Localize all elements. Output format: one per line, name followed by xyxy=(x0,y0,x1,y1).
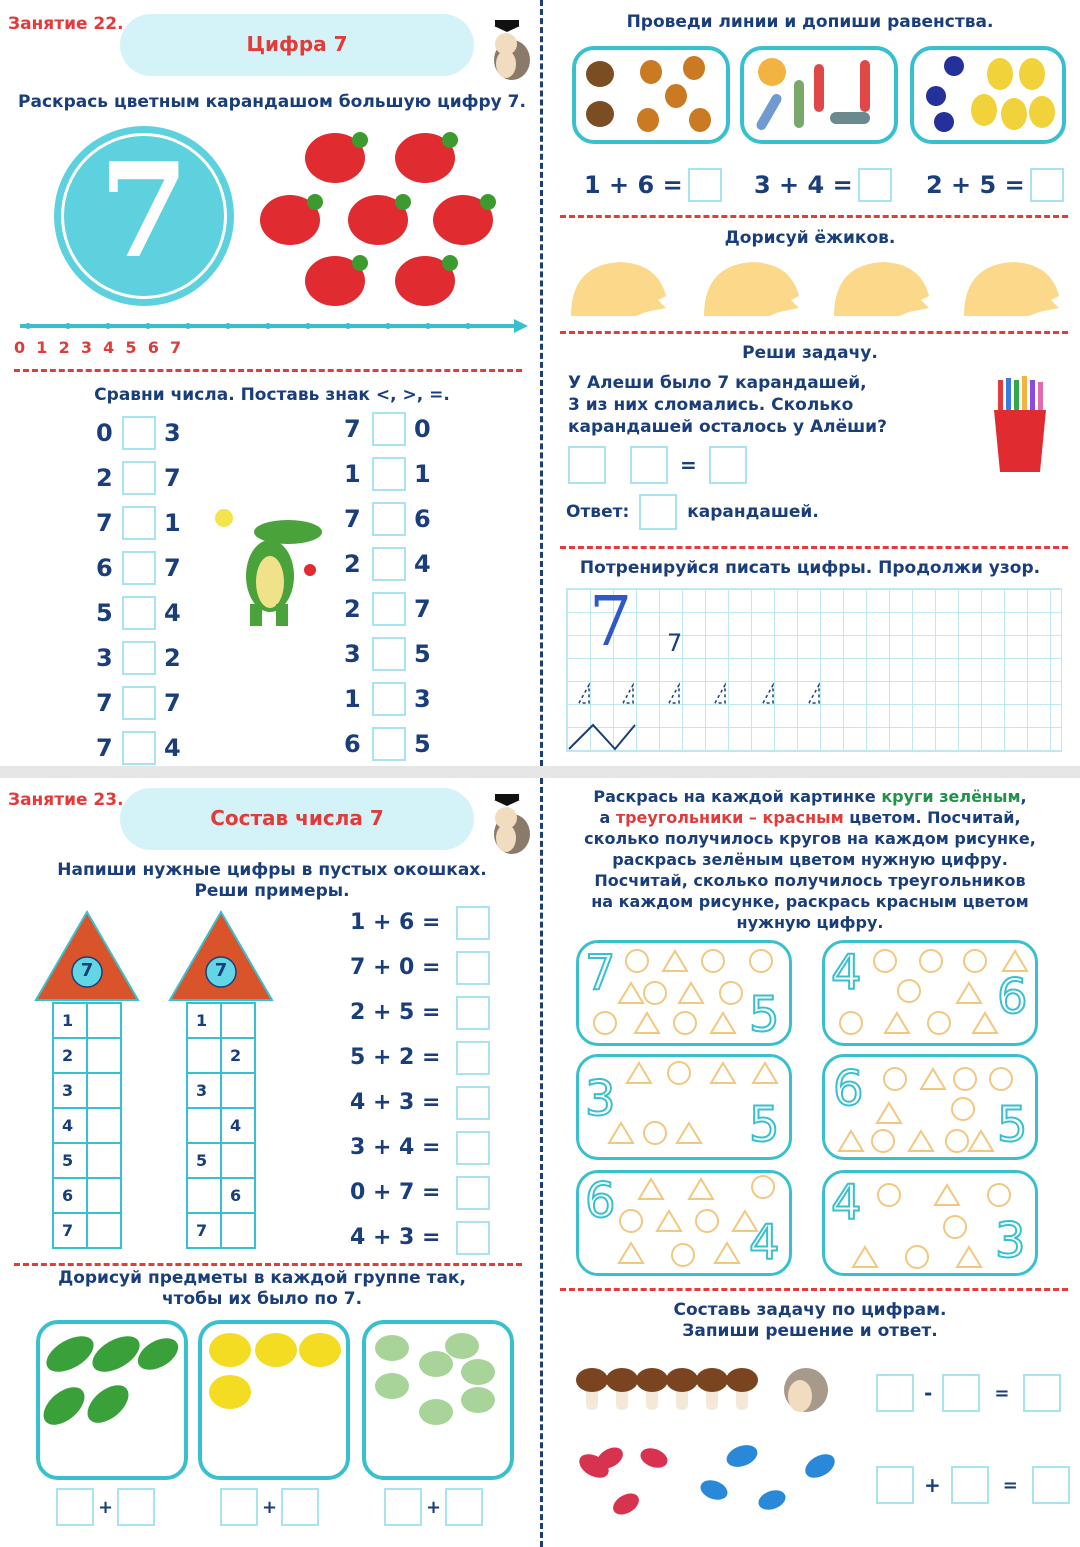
house-cell[interactable] xyxy=(221,1213,255,1248)
writing-grid[interactable] xyxy=(566,583,1062,752)
house-cell[interactable] xyxy=(87,1038,121,1073)
house-cell[interactable] xyxy=(87,1073,121,1108)
answer-box[interactable] xyxy=(220,1488,258,1526)
answer-box[interactable] xyxy=(1023,1374,1061,1412)
house-cell[interactable] xyxy=(87,1108,121,1143)
compare-box[interactable] xyxy=(122,416,156,450)
compare-box[interactable] xyxy=(372,412,406,446)
shapes-tile[interactable] xyxy=(576,1054,792,1160)
compare-box[interactable] xyxy=(122,551,156,585)
group-card-lemons[interactable] xyxy=(198,1320,350,1480)
instruction: Напиши нужные цифры в пустых окошках. Реши примеры. xyxy=(57,860,487,901)
house-cell[interactable] xyxy=(87,1213,121,1248)
page-title: Цифра 7 xyxy=(120,14,474,76)
examples-list: 1 + 6 = 7 + 0 = 2 + 5 = 5 + 2 = 4 + 3 = 3 + 4 = 0 + 7 = 4 + 3 = xyxy=(350,900,490,1260)
task-equation: = xyxy=(568,446,747,484)
lesson-label: Занятие 22. xyxy=(8,14,124,34)
shapes-tile[interactable] xyxy=(576,1170,792,1276)
tile-digit: 7 xyxy=(585,945,616,1001)
shapes-tile[interactable] xyxy=(822,1170,1038,1276)
group-card-bugs[interactable] xyxy=(362,1320,514,1480)
compare-box[interactable] xyxy=(122,506,156,540)
instruction: Раскрась цветным карандашом большую цифру 7. xyxy=(18,92,526,112)
answer-box[interactable] xyxy=(117,1488,155,1526)
number-house-2: 1 2 3 4 5 6 7 xyxy=(186,1002,256,1249)
compare-box[interactable] xyxy=(372,592,406,626)
compare-box[interactable] xyxy=(122,731,156,765)
answer-box[interactable] xyxy=(709,446,747,484)
answer-box[interactable] xyxy=(688,168,722,202)
tile-digit: 6 xyxy=(833,1061,864,1117)
compare-box[interactable] xyxy=(372,637,406,671)
trace-digit: 7 xyxy=(667,629,683,657)
compare-box[interactable] xyxy=(372,727,406,761)
compare-box[interactable] xyxy=(122,596,156,630)
answer-box[interactable] xyxy=(876,1466,914,1504)
answer-box[interactable] xyxy=(456,1176,490,1210)
compare-box[interactable] xyxy=(372,502,406,536)
equation-2: 3 + 4 = xyxy=(754,168,892,202)
compare-instruction: Сравни числа. Поставь знак <, >, =. xyxy=(94,385,450,405)
answer-box[interactable] xyxy=(384,1488,422,1526)
answer-box[interactable] xyxy=(56,1488,94,1526)
house-cell[interactable] xyxy=(221,1003,255,1038)
answer-box[interactable] xyxy=(456,1086,490,1120)
crocodile-image xyxy=(206,500,330,630)
answer-box[interactable] xyxy=(456,996,490,1030)
sample-digit: 7 xyxy=(589,583,633,662)
big-digit: 7 xyxy=(98,134,190,287)
number-line xyxy=(18,318,530,334)
answer-box[interactable] xyxy=(942,1374,980,1412)
house-cell[interactable] xyxy=(87,1143,121,1178)
answer-box[interactable] xyxy=(858,168,892,202)
answer-box[interactable] xyxy=(456,951,490,985)
writing-instruction: Потренируйся писать цифры. Продолжи узор. xyxy=(579,558,1041,578)
answer-box[interactable] xyxy=(456,906,490,940)
tile-digit: 3 xyxy=(995,1213,1026,1269)
hedgehog-teacher-image xyxy=(486,788,534,858)
compose-instruction: Составь задачу по цифрам. Запиши решение и ответ. xyxy=(673,1300,947,1341)
compare-box[interactable] xyxy=(372,457,406,491)
house-cell[interactable] xyxy=(187,1038,221,1073)
draw-instruction: Дорисуй предметы в каждой группе так, чтобы их было по 7. xyxy=(58,1268,466,1309)
tile-digit: 3 xyxy=(585,1071,616,1127)
answer-box[interactable] xyxy=(281,1488,319,1526)
tile-digit: 5 xyxy=(749,987,780,1043)
shapes-tile[interactable] xyxy=(822,940,1038,1046)
compare-box[interactable] xyxy=(372,682,406,716)
number-house-1: 1 2 3 4 5 6 7 xyxy=(52,1002,122,1249)
answer-box[interactable] xyxy=(639,494,677,530)
house-cell[interactable] xyxy=(187,1178,221,1213)
house-cell[interactable] xyxy=(221,1073,255,1108)
compare-box[interactable] xyxy=(122,461,156,495)
section-divider xyxy=(560,546,1068,549)
answer-row: Ответ: карандашей. xyxy=(566,494,819,530)
number-line-labels: 0 1 2 3 4 5 6 7 xyxy=(14,338,182,357)
hedgehog-silhouettes[interactable] xyxy=(566,256,1066,320)
mushrooms-image xyxy=(574,1360,844,1416)
picture-card-toys[interactable] xyxy=(740,46,898,144)
section-divider xyxy=(14,369,522,372)
hedgehog-instruction: Дорисуй ёжиков. xyxy=(724,228,896,248)
task-text: У Алеши было 7 карандашей, 3 из них сломались. Сколько карандашей осталось у Алёши? xyxy=(568,373,887,437)
tile-digit: 4 xyxy=(831,1175,862,1231)
answer-box[interactable] xyxy=(456,1221,490,1255)
equation-3: 2 + 5 = xyxy=(926,168,1064,202)
butterflies-image xyxy=(574,1436,844,1526)
pencil-cup-image xyxy=(990,376,1050,474)
answer-box[interactable] xyxy=(876,1374,914,1412)
house-cell[interactable] xyxy=(87,1003,121,1038)
compare-box[interactable] xyxy=(122,641,156,675)
answer-box[interactable] xyxy=(1030,168,1064,202)
page-title: Состав числа 7 xyxy=(120,788,474,850)
tile-digit: 6 xyxy=(585,1173,616,1229)
house-roof: 7 xyxy=(34,910,140,1002)
house-roof: 7 xyxy=(168,910,274,1002)
compare-list-right: 7 0 1 1 7 6 2 4 2 7 3 5 1 3 6 5 xyxy=(344,406,454,766)
section-divider xyxy=(560,1288,1068,1291)
answer-box[interactable] xyxy=(445,1488,483,1526)
house-cell[interactable] xyxy=(87,1178,121,1213)
equation-1: 1 + 6 = xyxy=(584,168,722,202)
lines-instruction: Проведи линии и допиши равенства. xyxy=(626,12,994,32)
tile-digit: 5 xyxy=(997,1097,1028,1153)
big-digit-circle[interactable] xyxy=(54,126,234,306)
shapes-instruction: Раскрась на каждой картинке круги зелёным, а треугольники – красным цветом. Посчитай, сколько получилось кругов на каждом рисунке, раскрась зелёным цветом нужную цифру. Посчитай, сколько получилось треугольников на каждом рисунке, раскрась красным цветом нужную цифру. xyxy=(584,787,1036,932)
house-cell[interactable] xyxy=(187,1108,221,1143)
shapes-tile[interactable] xyxy=(576,940,792,1046)
vertical-divider xyxy=(540,778,543,1547)
answer-box[interactable] xyxy=(1032,1466,1070,1504)
compare-box[interactable] xyxy=(122,686,156,720)
answer-box[interactable] xyxy=(456,1041,490,1075)
lesson-label: Занятие 23. xyxy=(8,790,124,810)
vertical-divider xyxy=(540,0,543,766)
group-card-leaves[interactable] xyxy=(36,1320,188,1480)
compose-equation-1: - = xyxy=(876,1374,1061,1412)
section-divider xyxy=(14,1263,522,1266)
tile-digit: 5 xyxy=(749,1097,780,1153)
hedgehog-teacher-image xyxy=(486,14,534,84)
answer-box[interactable] xyxy=(951,1466,989,1504)
answer-box[interactable] xyxy=(630,446,668,484)
tile-digit: 4 xyxy=(831,945,862,1001)
picture-card-fruits[interactable] xyxy=(910,46,1066,144)
house-cell[interactable] xyxy=(221,1143,255,1178)
sum-row-1: + xyxy=(56,1488,155,1526)
answer-box[interactable] xyxy=(456,1131,490,1165)
tile-digit: 6 xyxy=(997,969,1028,1025)
task-instruction: Реши задачу. xyxy=(742,343,878,363)
section-divider xyxy=(560,331,1068,334)
strawberries-group xyxy=(250,128,500,308)
sum-row-3: + xyxy=(384,1488,483,1526)
section-divider xyxy=(560,215,1068,218)
answer-box[interactable] xyxy=(568,446,606,484)
sum-row-2: + xyxy=(220,1488,319,1526)
shapes-tile[interactable] xyxy=(822,1054,1038,1160)
compose-equation-2: + = xyxy=(876,1466,1070,1504)
compare-box[interactable] xyxy=(372,547,406,581)
compare-list-left: 0 3 2 7 7 1 6 7 5 4 3 2 7 7 7 4 xyxy=(96,410,206,770)
picture-card-nuts[interactable] xyxy=(572,46,730,144)
tile-digit: 4 xyxy=(749,1215,780,1271)
